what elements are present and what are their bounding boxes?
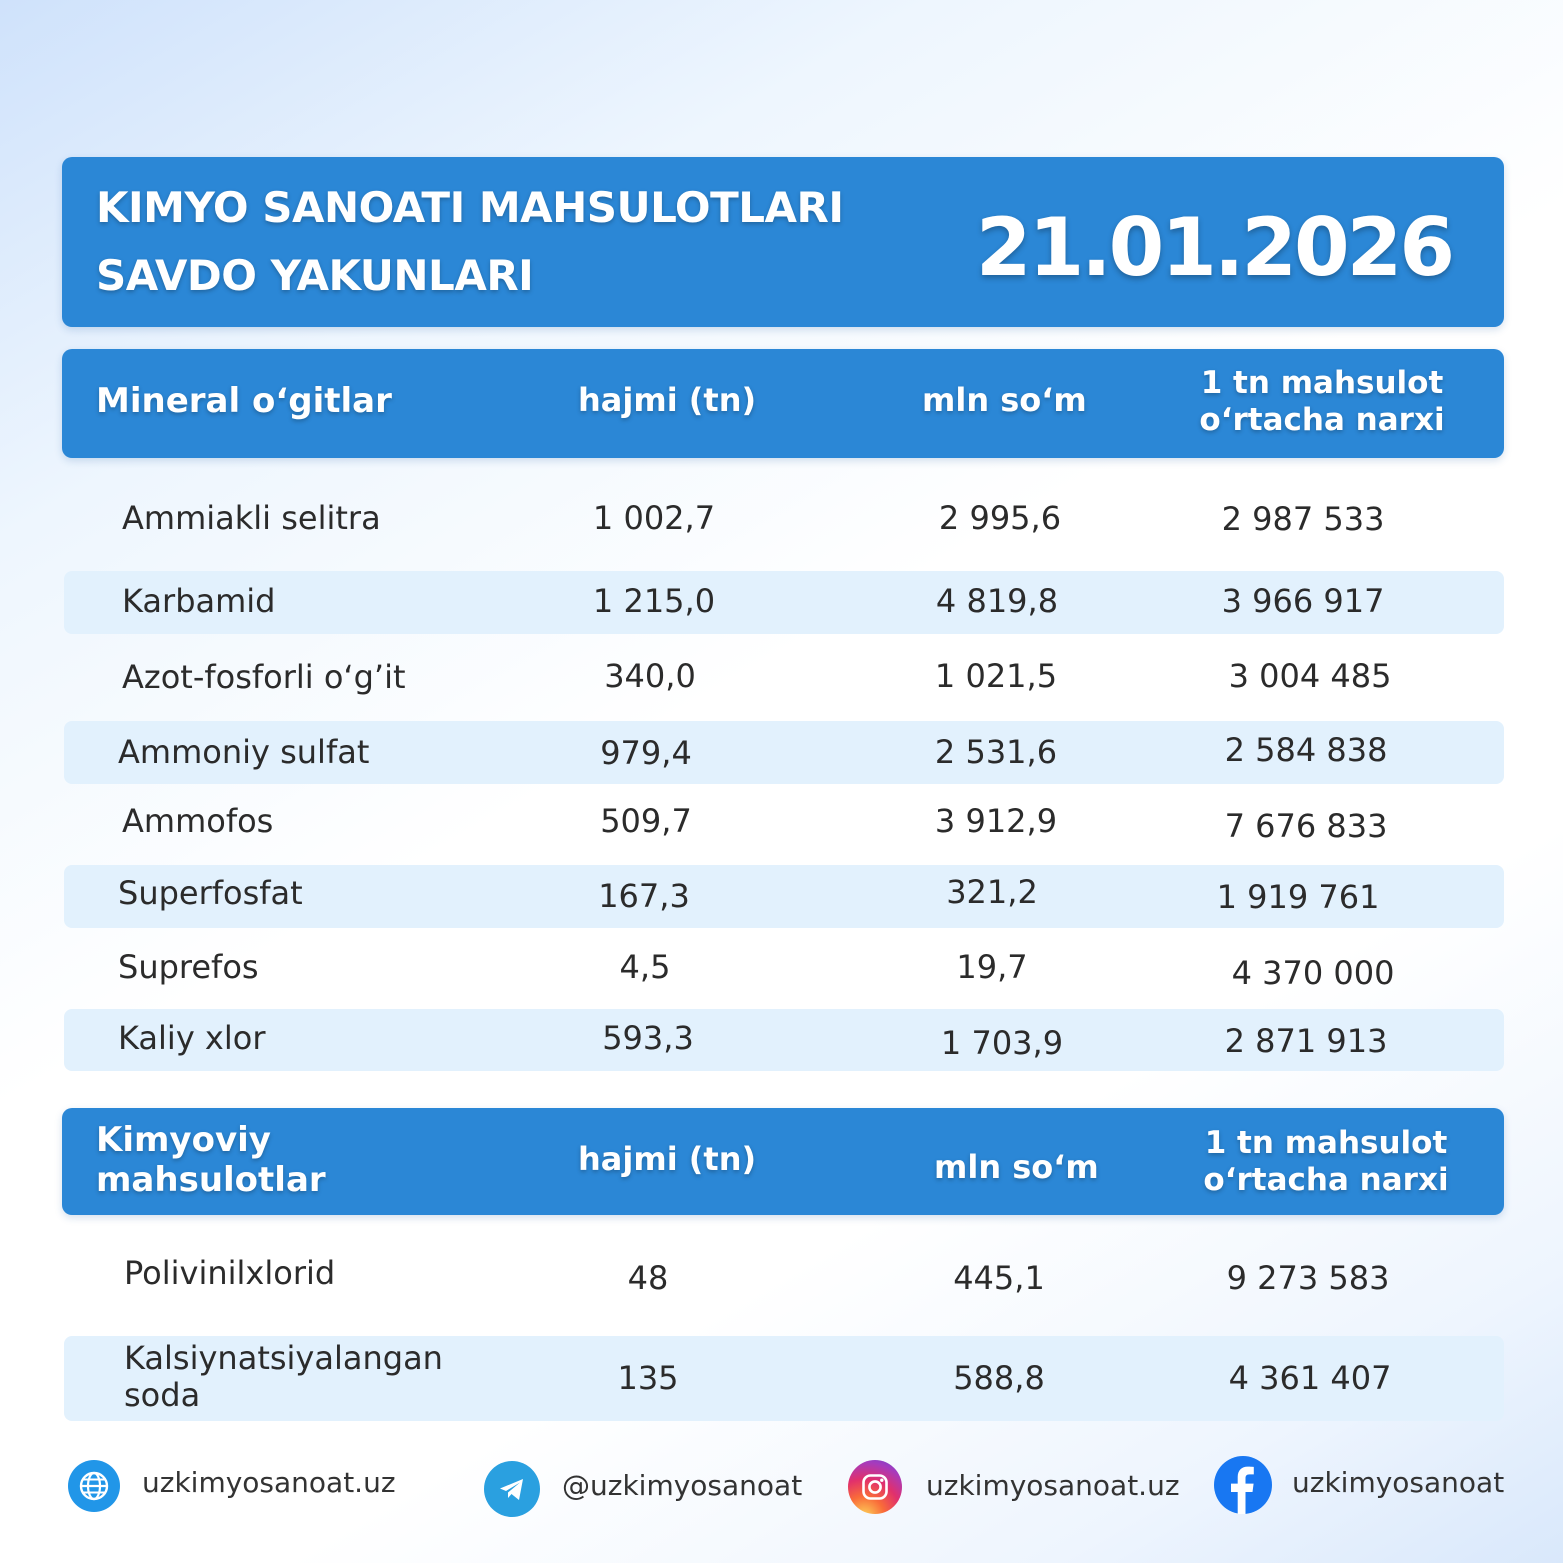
product-volume: 593,3 (602, 1019, 694, 1057)
instagram-icon (848, 1460, 902, 1514)
product-price: 7 676 833 (1224, 807, 1388, 845)
product-volume: 135 (617, 1359, 679, 1397)
product-name: Ammofos (122, 802, 274, 840)
product-price: 2 584 838 (1224, 731, 1388, 769)
product-amount: 19,7 (956, 948, 1028, 986)
product-name: Azot-fosforli o‘g’it (122, 658, 406, 696)
product-volume: 1 215,0 (592, 582, 716, 620)
title-line-1: KIMYO SANOATI MAHSULOTLARI (96, 183, 844, 232)
footer-instagram[interactable] (848, 1458, 1208, 1514)
mineral-col-volume: hajmi (tn) (578, 381, 757, 419)
product-amount: 321,2 (946, 873, 1038, 911)
telegram-handle[interactable]: @uzkimyosanoat (562, 1469, 803, 1502)
facebook-icon (1214, 1456, 1272, 1514)
footer-website[interactable] (68, 1458, 428, 1514)
chemical-table-header (62, 1108, 1504, 1215)
product-amount: 1 703,9 (940, 1024, 1064, 1062)
instagram-handle[interactable]: uzkimyosanoat.uz (926, 1469, 1180, 1502)
product-price: 9 273 583 (1226, 1259, 1390, 1297)
product-price: 2 987 533 (1221, 500, 1385, 538)
product-name: Ammiakli selitra (122, 499, 381, 537)
product-price: 2 871 913 (1224, 1022, 1388, 1060)
chemical-col-volume: hajmi (tn) (578, 1140, 757, 1178)
mineral-col-price: 1 tn mahsulot o‘rtacha narxi (1199, 365, 1445, 438)
product-price: 4 361 407 (1228, 1359, 1392, 1397)
mineral-table-header (62, 349, 1504, 458)
title-line-2: SAVDO YAKUNLARI (96, 251, 534, 300)
telegram-icon (484, 1461, 540, 1517)
product-name: Ammoniy sulfat (118, 733, 370, 771)
product-volume: 340,0 (604, 657, 696, 695)
product-price: 3 966 917 (1221, 582, 1385, 620)
product-volume: 167,3 (598, 877, 690, 915)
product-amount: 1 021,5 (934, 657, 1058, 695)
product-amount: 2 995,6 (938, 499, 1062, 537)
product-price: 3 004 485 (1228, 657, 1392, 695)
product-volume: 509,7 (600, 802, 692, 840)
footer-telegram[interactable] (484, 1458, 844, 1514)
facebook-handle[interactable]: uzkimyosanoat (1292, 1466, 1505, 1499)
product-name: Suprefos (118, 948, 259, 986)
product-name: Karbamid (122, 582, 276, 620)
product-name: Superfosfat (118, 874, 303, 912)
mineral-heading: Mineral o‘gitlar (96, 381, 392, 421)
product-volume: 48 (627, 1259, 669, 1297)
website-link[interactable]: uzkimyosanoat.uz (142, 1466, 396, 1499)
footer-facebook[interactable] (1214, 1458, 1514, 1514)
product-price: 1 919 761 (1216, 878, 1380, 916)
chemical-col-price: 1 tn mahsulot o‘rtacha narxi (1203, 1125, 1449, 1198)
globe-icon (68, 1460, 120, 1512)
product-volume: 979,4 (600, 734, 692, 772)
report-date: 21.01.2026 (975, 201, 1452, 294)
product-amount: 4 819,8 (935, 582, 1059, 620)
product-amount: 445,1 (953, 1259, 1045, 1297)
product-name: Polivinilxlorid (124, 1254, 336, 1292)
product-volume: 1 002,7 (592, 499, 716, 537)
title-banner (62, 157, 1504, 327)
chemical-heading: Kimyoviy mahsulotlar (96, 1120, 326, 1200)
product-amount: 588,8 (953, 1359, 1045, 1397)
product-amount: 2 531,6 (934, 733, 1058, 771)
product-price: 4 370 000 (1231, 954, 1395, 992)
product-amount: 3 912,9 (934, 802, 1058, 840)
product-name: Kaliy xlor (118, 1019, 266, 1057)
chemical-col-amount: mln so‘m (934, 1148, 1099, 1186)
mineral-col-amount: mln so‘m (922, 381, 1087, 419)
product-volume: 4,5 (619, 948, 671, 986)
product-name: Kalsiynatsiyalangan soda (124, 1339, 443, 1414)
